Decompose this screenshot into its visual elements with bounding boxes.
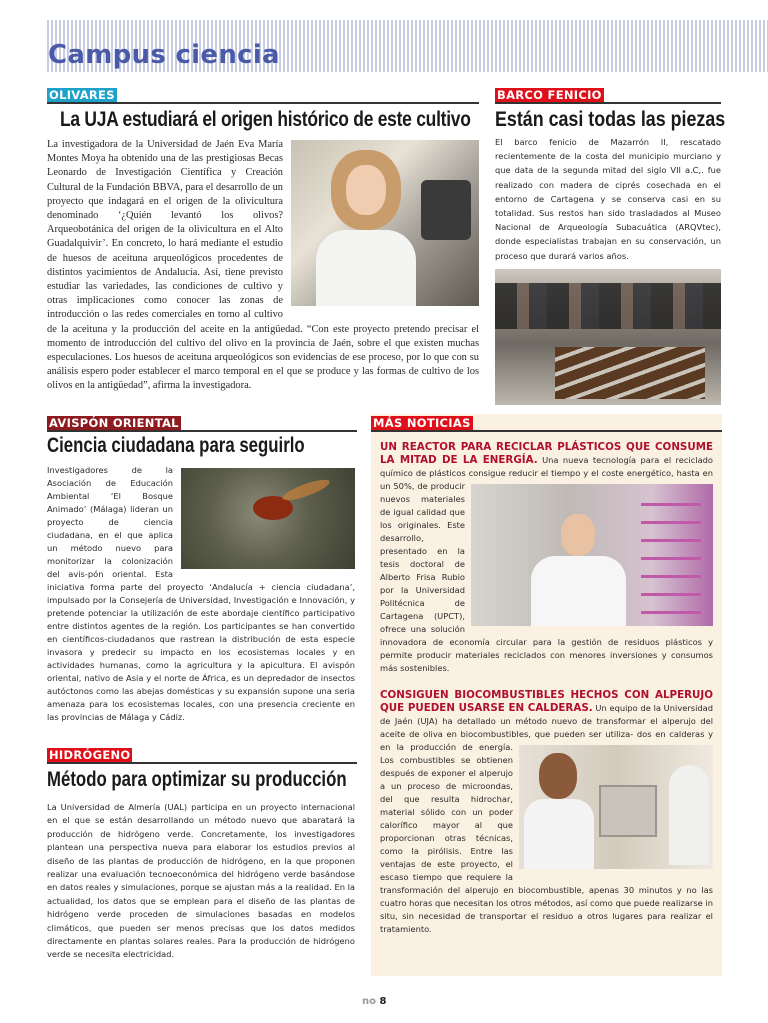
article-body: Investigadores de la Asociación de Educación Ambiental ‘El Bosque Animado’ (Málaga) lideran un proyecto de ciencia ciudadana, en el que aplica un método nuevo para monitorizar la colonización del avis- <box>47 465 173 579</box>
ship-remains-photo <box>495 269 721 405</box>
article-headline: Ciencia ciudadana para seguirlo <box>47 434 305 457</box>
news-lead: Una nueva tecnología para el reciclado químico de plásticos consigue reducir el tiempo y el coste energético, <box>380 455 713 478</box>
photo-researcher-1 <box>539 753 577 799</box>
section-tag-olivares: OLIVARES <box>49 88 115 102</box>
section-tag-mas-noticias: MÁS NOTICIAS <box>373 416 471 430</box>
researcher-photo <box>291 140 479 306</box>
section-rule <box>371 430 722 432</box>
photo-coat <box>316 230 416 306</box>
olivares-flow <box>47 138 479 394</box>
article-body-continued: pón oriental. Esta iniciativa forma parte del proyecto ‘Andalucía + ciencia ciudadana’, impulsado por la Consejería de Universidad, Investigación e Innovación, y pretende potenciar la utilización de este abordaje científico participativo entre distintos agentes de la región. Los participantes se han convertido en científicos-ciudadanos que rastrean la distribución de esta especie invasora y predecir su impacto en los ecosistemas locales y en actividades humanas, como la agricultura y la apicultura. El avispón oriental, nativo de Asia y el norte de África, es un depredador de insectos autóctonos como las abejas domésticas y su expansión supone una seria amenaza para los ecosistemas locales, con una presencia creciente en las provincias de Málaga y Cádiz. <box>47 569 355 722</box>
news-body-wrap: hasta en un 50%, de producir nuevos materiales de igual calidad que los originales. Este desarrollo, presentado en la tesis doctoral de Alberto Frisa Rubio por la Universidad Politécnica de <box>380 468 713 608</box>
photo-timbers <box>555 347 705 399</box>
article-body: El barco fenicio de Mazarrón II, rescatado recientemente de la costa del municipio murciano y que data de la segunda mitad del siglo VII a.C,. fue realizado con madera de ciprés cosechada en el entorno de Cartagena y se conserva casi en su totalidad. Sus restos han sido trasladados al Museo Nacional de Arqueología Subacuática (ARQVtec), donde especialistas trabajan en su conservación, un proceso que durará varios años. <box>495 137 721 261</box>
photo-coat-1 <box>524 799 594 869</box>
article-body: La Universidad de Almería (UAL) participa en un proyecto internacional en el que se están desarrollando un método nuevo que abaratará la producción de hidrógeno verde. Concretamente, los investigadores plantean una perspectiva nueva para elaborar los estudios previos al diseño de las plantas de producción de hidrógeno, en la que proponen realizar una evaluación tecnoeconómica del hidrógeno verde basándose en datos reales y simulaciones, porque se ajustan más a la realidad. En la actualidad, los datos que se emplean para el diseño de las plantas de hidrógeno verde proceden de simulaciones basadas en modelos climáticos, que pueden ser menos precisas que los datos medidos directamente en plantas solares reales. Para la producción de hidrógeno verde se necesita electricidad. <box>47 802 355 960</box>
news-body-tail: Cartagena (UPCT), ofrece una solución innovadora de economía circular para la gestión de residuos plásticos y permite producir materiales reciclados con menores inversiones y consumos más sostenibles. <box>380 611 713 673</box>
photo-microscope <box>421 180 471 240</box>
barco-flow <box>495 135 721 405</box>
photo-coat-2 <box>669 765 709 865</box>
section-rule <box>47 430 357 432</box>
article-body-continued: como conocer las zonas de introducción o las redes comerciales en torno al cultivo de la aceituna y la producción del aceite en la antigüedad. “Con este proyecto pretendo precisar el momento de introducción del cultivo del olivo en la provincia de Jaén, sobre el que existen muchas especulaciones. Los huesos de aceituna arqueológicos son evidencias de ese proceso, por lo que con su análisis espero poder establecer el marco temporal en el que se produce y las formas de cultivo de los olivos en la antigüedad”, afirma la investigadora. <box>47 295 479 392</box>
section-tag-hidrogeno: HIDRÓGENO <box>49 748 131 762</box>
news-lead: Un equipo de la Universidad de Jaén (UJA) ha detallado un método nuevo de transformar el alperujo del aceite de oliva en biocombustibles, que pueden ser utiliza- <box>380 703 713 739</box>
article-body: La investigadora de la Universidad de Jaén Eva María Montes Moya ha obtenido una de las prestigiosas Becas Leonardo de Investigación Científica y Creación Cultural de la Fundación BBVA, para el desarrollo de un proyecto que indagará en el origen de la olivicultura denominado ‘¿Quién levantó los olivos? Arqueobotánica del origen de la olivicultura en el Alto Guadalquivir’. En concreto, lo hará mediante el estudio de huesos de aceituna arqueológicos procedentes de distintos yacimientos de Andalucía. Así, tiene previsto estudiar las variedades, las condiciones de cultivo y otras implicaciones <box>47 139 283 307</box>
photo-visitors <box>495 283 721 329</box>
news-body-wrap: dos en calderas y en la producción de energía. Los combustibles se obtienen después de exponer el alperujo a un proceso de microondas, del que resulta hidrochar, material sólido con un poder calorífico mayor al que proporcionan otras técnicas, como la pirólisis. Entre las ventajas de <box>380 729 714 869</box>
photo-hornet-wing <box>280 476 331 504</box>
hornet-photo <box>181 468 355 569</box>
page-title: Campus ciencia <box>48 40 280 70</box>
news-item-reactor <box>380 441 713 675</box>
news-headline: UN REACTOR PARA RECICLAR PLÁSTICOS QUE CONSUME LA MITAD DE LA ENERGÍA. <box>380 441 713 466</box>
section-rule <box>495 102 721 104</box>
photo-face <box>346 165 386 215</box>
article-headline: Están casi todas las piezas <box>495 108 726 131</box>
section-tag-avispon: AVISPÓN ORIENTAL <box>49 416 179 430</box>
section-tag-barco: BARCO FENICIO <box>497 88 602 102</box>
reactor-researcher-photo <box>471 484 713 626</box>
mas-noticias-flow <box>380 441 713 936</box>
photo-coat <box>531 556 626 626</box>
photo-face <box>561 514 595 556</box>
article-headline: La UJA estudiará el origen histórico de este cultivo <box>60 108 471 131</box>
news-body-tail: este proyecto, el escaso tiempo que requiere la transformación del alperujo en biocombustible, apenas 30 minutos y no las cuatro horas que necesitan los otros métodos, así como que puede realizarse in situ, sin necesidad de transportar el residuo a otros lugares para realizar el tratamiento. <box>380 859 713 934</box>
footer-brand: no <box>362 996 376 1007</box>
page-footer <box>362 996 386 1007</box>
section-rule <box>47 102 479 104</box>
page-number: 8 <box>379 996 387 1007</box>
avispon-flow <box>47 464 355 724</box>
article-headline: Método para optimizar su producción <box>47 768 347 791</box>
news-headline: CONSIGUEN BIOCOMBUSTIBLES HECHOS CON ALPERUJO QUE PUEDEN USARSE EN CALDERAS. <box>380 689 713 714</box>
photo-reactor-frame <box>641 494 701 614</box>
photo-microwave <box>599 785 657 837</box>
section-rule <box>47 762 357 764</box>
biofuel-lab-photo <box>519 745 713 869</box>
news-item-biocombustibles <box>380 689 713 936</box>
